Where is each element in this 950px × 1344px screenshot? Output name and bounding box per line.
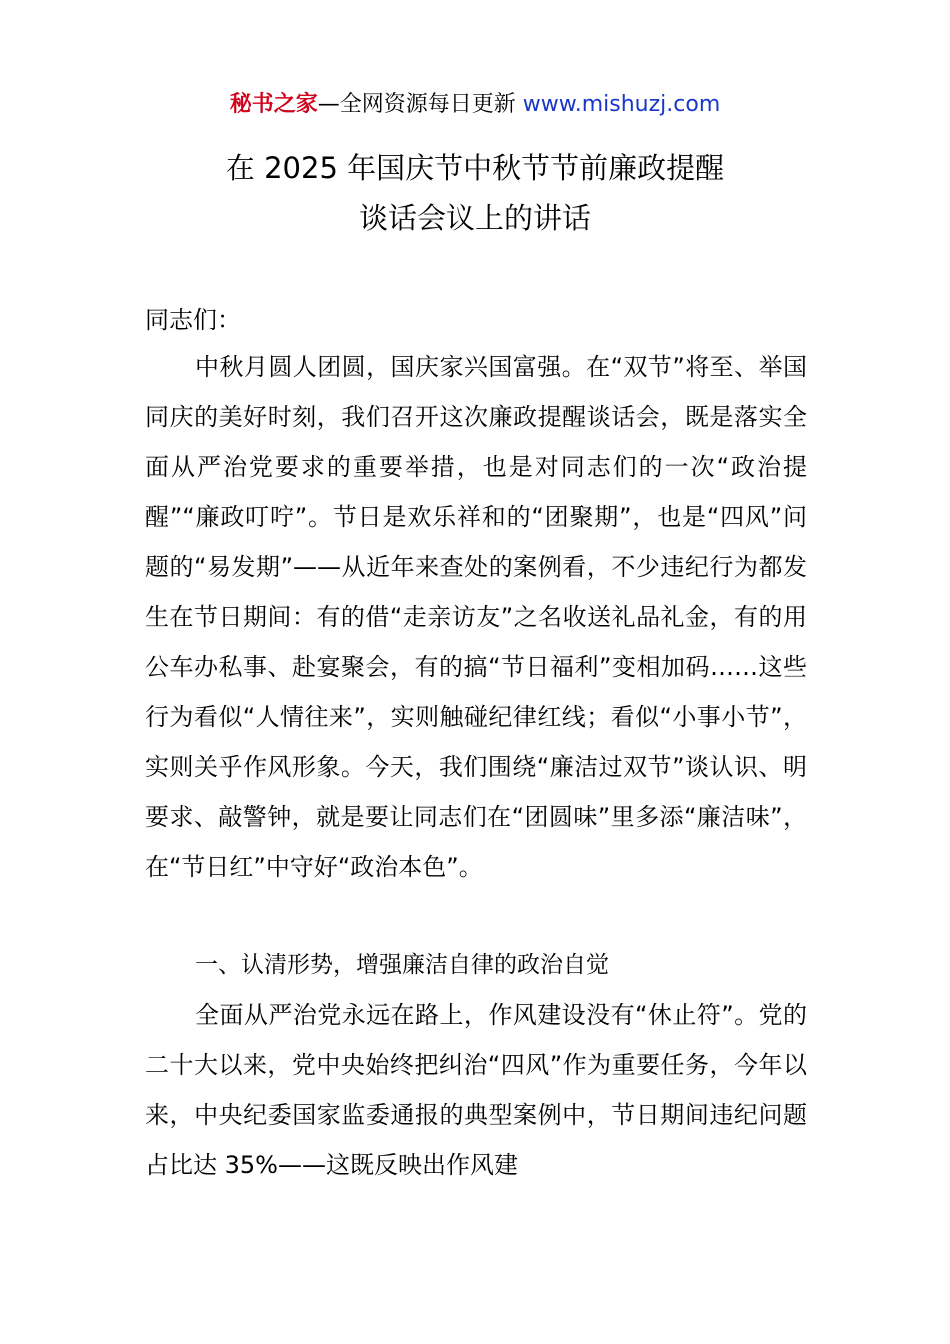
document-title-line-1: 在 2025 年国庆节中秋节节前廉政提醒 bbox=[225, 151, 725, 185]
site-url-link[interactable]: www.mishuzj.com bbox=[522, 92, 721, 117]
section-heading-1: 一、认清形势，增强廉洁自律的政治自觉 bbox=[195, 952, 609, 978]
site-tagline: —全网资源每日更新 bbox=[317, 92, 523, 117]
site-header bbox=[0, 88, 950, 122]
paragraph-1: 中秋月圆人团圆，国庆家兴国富强。在“双节”将至、举国同庆的美好时刻，我们召开这次廉政提醒谈话会，既是落实全面从严治党要求的重要举措，也是对同志们的一次“政治提醒”“廉政叮咛”。节日是欢乐祥和的“团聚期”，也是“四风”问题的“易发期”——从近年来查处的案例看，不少违纪行为都发生在节日期间：有的借“走亲访友”之名收送礼品礼金，有的用公车办私事、赴宴聚会，有的搞“节日福利”变相加码……这些行为看似“人情往来”，实则触碰纪律红线；看似“小事小节”，实则关乎作风形象。今天，我们围绕“廉洁过双节”谈认识、明要求、敲警钟，就是要让同志们在“团圆味”里多添“廉洁味”，在“节日红”中守好“政治本色”。 bbox=[145, 353, 807, 881]
document-title-line-2: 谈话会议上的讲话 bbox=[358, 201, 591, 235]
site-brand: 秘书之家 bbox=[229, 92, 318, 117]
salutation: 同志们： bbox=[145, 306, 241, 334]
paragraph-2: 全面从严治党永远在路上，作风建设没有“休止符”。党的二十大以来，党中央始终把纠治“四风”作为重要任务，今年以来，中央纪委国家监委通报的典型案例中，节日期间违纪问题占比达 35%——这既反映出作风建 bbox=[145, 1001, 807, 1179]
